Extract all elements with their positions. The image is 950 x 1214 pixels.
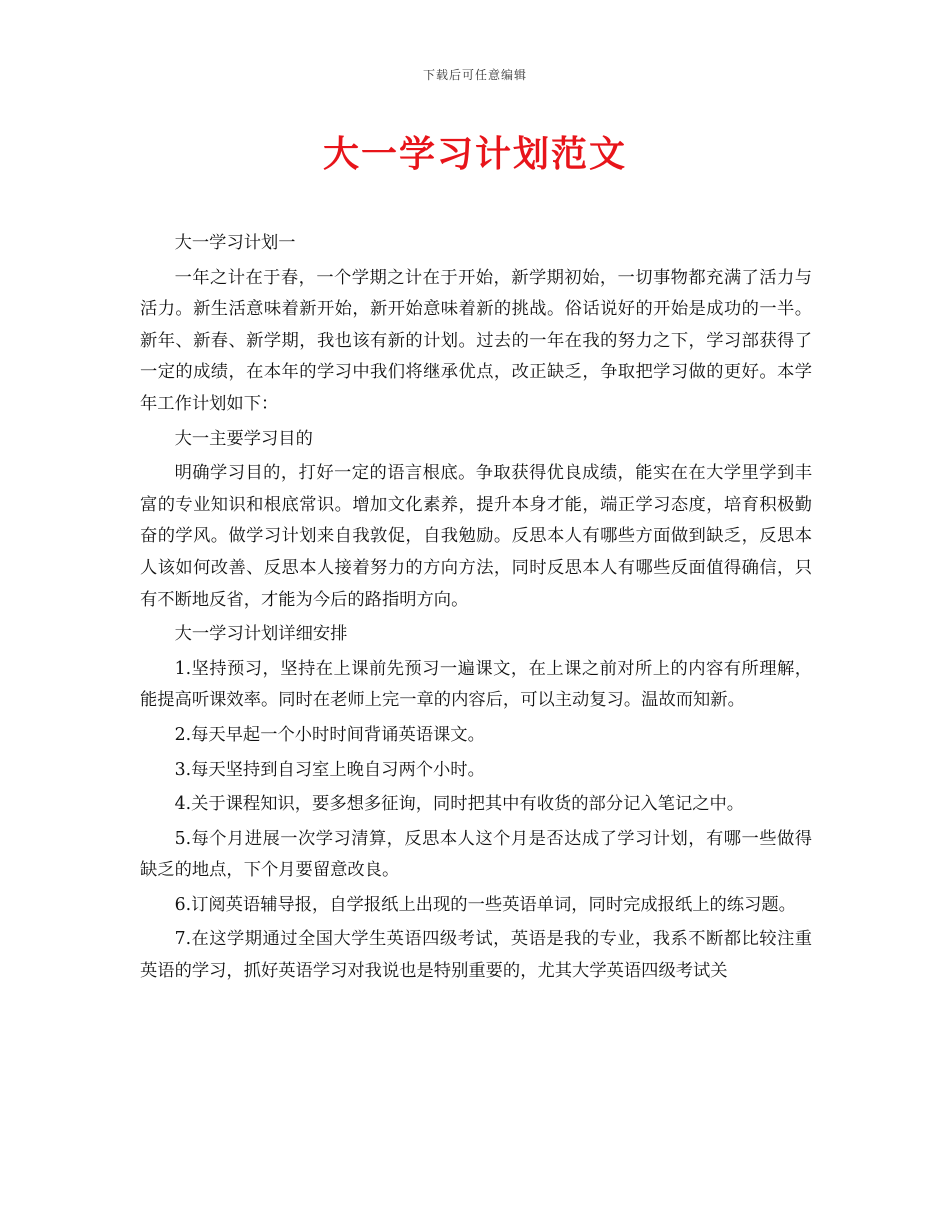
section-heading: 大一主要学习目的: [174, 428, 313, 449]
section-heading: 大一学习计划详细安排: [174, 624, 348, 645]
header-note: 下载后可任意编辑: [422, 68, 527, 82]
list-item: 4.关于课程知识，要多想多征询，同时把其中有收货的部分记入笔记之中。: [174, 794, 745, 815]
paragraph: 一年之计在于春，一个学期之计在于开始，新学期初始，一切事物都充满了活力与活力。新生活意味着新开始，新开始意味着新的挑战。俗话说好的开始是成功的一半。新年、新春、新学期，我也该有新的计划。过去的一年在我的努力之下，学习部获得了一定的成绩，在本年的学习中我们将继承优点，改正缺乏，争取把学习做的更好。本学年工作计划如下：: [140, 267, 812, 414]
document-title: 大一学习计划范文: [322, 133, 627, 175]
list-item: 7.在这学期通过全国大学生英语四级考试，英语是我的专业，我系不断都比较注重英语的学习，抓好英语学习对我说也是特别重要的，尤其大学英语四级考试关: [140, 929, 812, 982]
section-heading: 大一学习计划一: [174, 233, 296, 253]
paragraph: 明确学习目的，打好一定的语言根底。争取获得优良成绩，能实在在大学里学到丰富的专业知识和根底常识。增加文化素养，提升本身才能，端正学习态度，培育积极勤奋的学风。做学习计划来自我敦促，自我勉励。反思本人有哪些方面做到缺乏，反思本人该如何改善、反思本人接着努力的方向方法，同时反思本人有哪些反面值得确信，只有不断地反省，才能为今后的路指明方向。: [140, 463, 812, 610]
list-item: 3.每天坚持到自习室上晚自习两个小时。: [174, 759, 485, 780]
list-item: 1.坚持预习，坚持在上课前先预习一遍课文，在上课之前对所上的内容有所理解，能提高听课效率。同时在老师上完一章的内容后，可以主动复习。温故而知新。: [140, 658, 812, 711]
list-item: 2.每天早起一个小时时间背诵英语课文。: [174, 724, 485, 745]
list-item: 5.每个月进展一次学习清算，反思本人这个月是否达成了学习计划，有哪一些做得缺乏的地点，下个月要留意改良。: [140, 828, 812, 881]
document-body: [140, 228, 812, 991]
list-item: 6.订阅英语辅导报，自学报纸上出现的一些英语单词，同时完成报纸上的练习题。: [174, 894, 796, 915]
